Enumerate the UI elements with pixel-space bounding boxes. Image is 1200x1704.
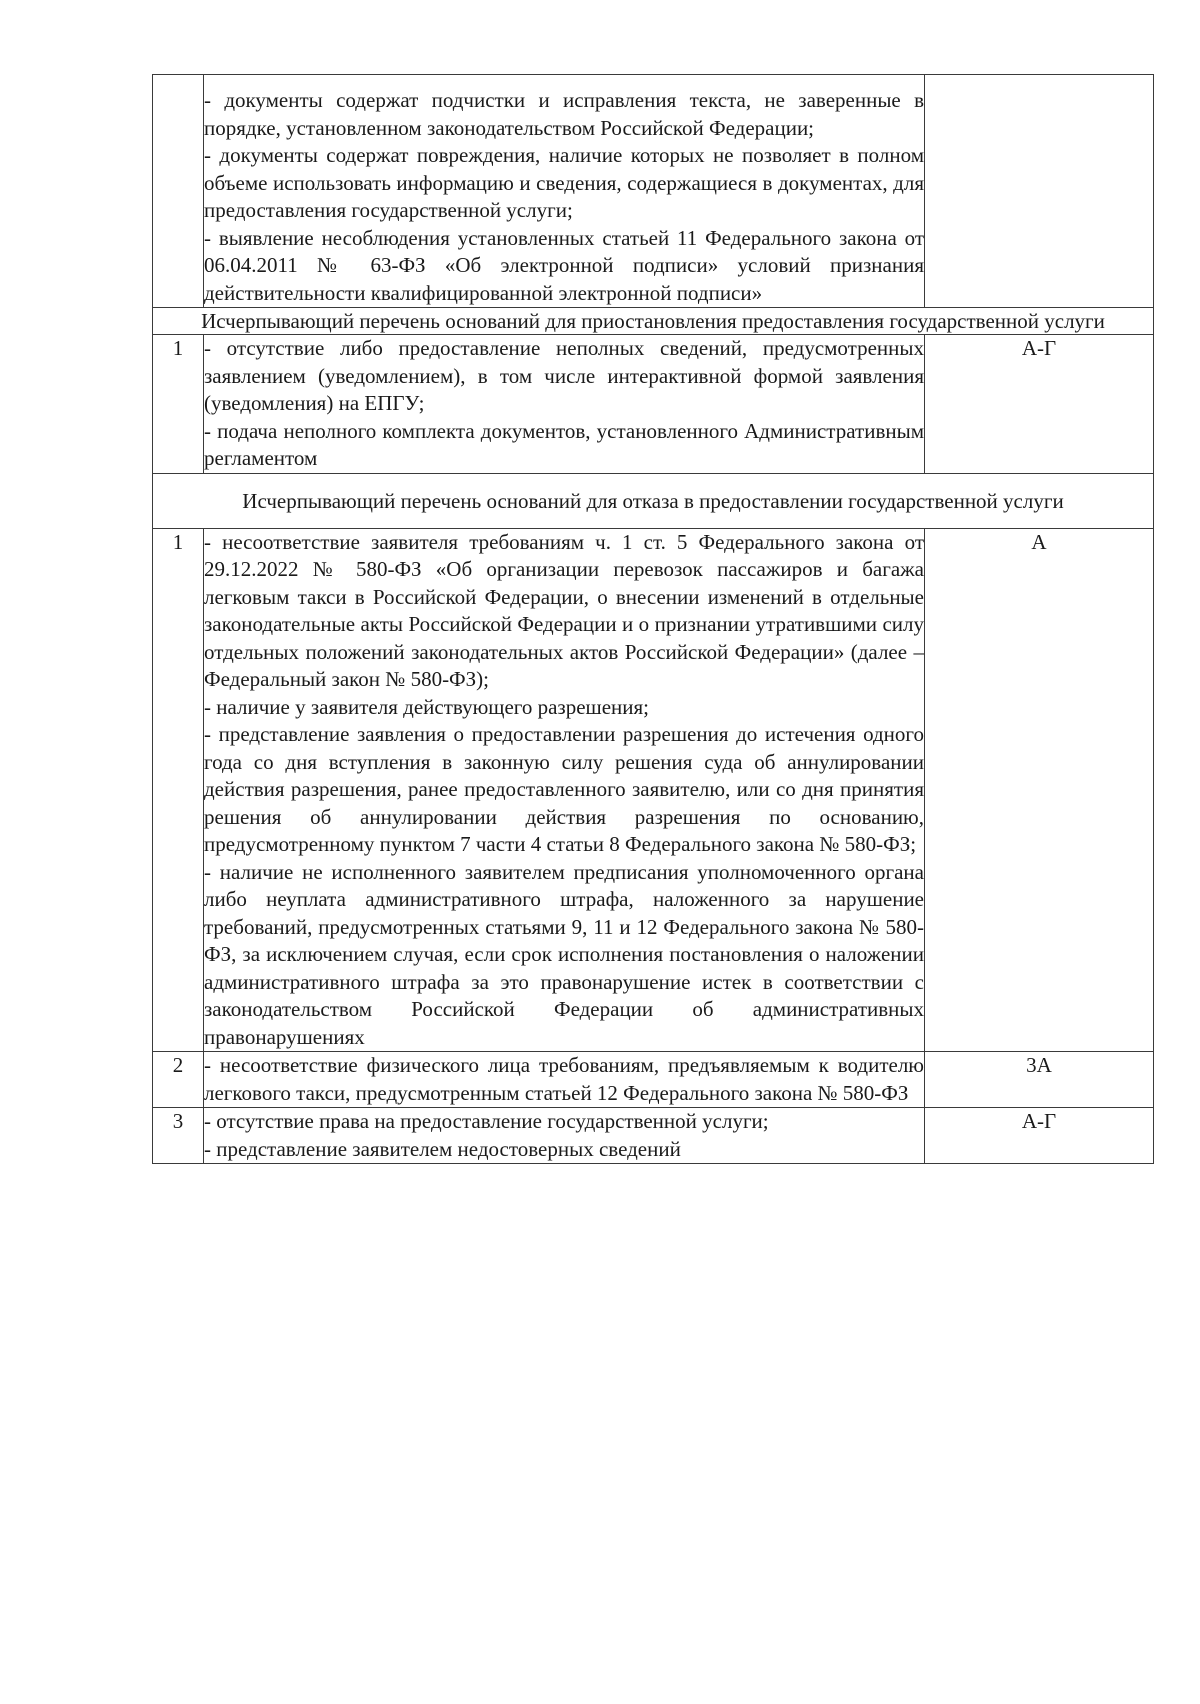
row-number: 2 bbox=[153, 1052, 204, 1108]
row-text-line: - подача неполного комплекта документов, установленного Административным регламентом bbox=[204, 418, 924, 470]
table-row bbox=[153, 1052, 1154, 1108]
table-row bbox=[153, 335, 1154, 474]
row-reference bbox=[925, 75, 1154, 308]
row-reference: 3А bbox=[925, 1052, 1154, 1108]
section-header-row bbox=[153, 308, 1154, 335]
row-text-line: - документы содержат подчистки и исправления текста, не заверенные в порядке, установленном законодательством Российской Федерации; bbox=[204, 88, 924, 140]
row-text-line: - отсутствие либо предоставление неполных сведений, предусмотренных заявлением (уведомлением), в том числе интерактивной формой заявления (уведомления) на ЕПГУ; bbox=[204, 336, 924, 415]
row-text-line: - наличие не исполненного заявителем предписания уполномоченного органа либо неуплата административного штрафа, наложенного за нарушение требований, предусмотренных статьями 9, 11 и 12 Федерального закона № 580-ФЗ, за исключением случая, если срок исполнения постановления о наложении административного штрафа за это правонарушение истек в соответствии с законодательством Российской Федерации об административных правонарушениях bbox=[204, 859, 924, 1049]
row-text bbox=[204, 75, 925, 308]
row-text-line: - отсутствие права на предоставление государственной услуги; bbox=[204, 1109, 769, 1133]
table-row bbox=[153, 1108, 1154, 1164]
grounds-table bbox=[152, 74, 1154, 1164]
row-reference: А bbox=[925, 528, 1154, 1052]
row-text-line: - представление заявителем недостоверных сведений bbox=[204, 1136, 681, 1161]
row-reference: А-Г bbox=[925, 335, 1154, 474]
section-title-refusal: Исчерпывающий перечень оснований для отказа в предоставлении государственной услуги bbox=[153, 473, 1154, 528]
table-row bbox=[153, 75, 1154, 308]
row-reference: А-Г bbox=[925, 1108, 1154, 1164]
row-text-line: - несоответствие физического лица требованиям, предъявляемым к водителю легкового такси, предусмотренным статьей 12 Федерального закона № 580-ФЗ bbox=[204, 1053, 924, 1105]
row-text-line: - несоответствие заявителя требованиям ч. 1 ст. 5 Федерального закона от 29.12.2022 № 580-ФЗ «Об организации перевозок пассажиров и багажа легковым такси в Российской Федерации, о внесении изменений в отдельные законодательные акты Российской Федерации и о признании утратившими силу отдельных положений законодательных актов Российской Федерации» (далее – Федеральный закон № 580-ФЗ); bbox=[204, 529, 924, 691]
row-number: 3 bbox=[153, 1108, 204, 1164]
table-row bbox=[153, 528, 1154, 1052]
row-text-line: - выявление несоблюдения установленных статьей 11 Федерального закона от 06.04.2011 № 63-ФЗ «Об электронной подписи» условий признания действительности квалифицированной электронной подписи» bbox=[204, 225, 924, 305]
row-number: 1 bbox=[153, 528, 204, 1052]
row-number bbox=[153, 75, 204, 308]
row-text-line: - наличие у заявителя действующего разрешения; bbox=[204, 694, 649, 719]
row-text bbox=[204, 528, 925, 1052]
row-text-line: - документы содержат повреждения, наличие которых не позволяет в полном объеме использовать информацию и сведения, содержащиеся в документах, для предоставления государственной услуги; bbox=[204, 143, 924, 222]
row-text bbox=[204, 335, 925, 474]
row-text bbox=[204, 1052, 925, 1108]
section-title-suspension: Исчерпывающий перечень оснований для приостановления предоставления государственной услуги bbox=[153, 308, 1154, 335]
row-number: 1 bbox=[153, 335, 204, 474]
row-text-line: - представление заявления о предоставлении разрешения до истечения одного года со дня вступления в законную силу решения суда об аннулировании действия разрешения, ранее предоставленного заявителю, или со дня принятия решения об аннулировании действия разрешения по основанию, предусмотренному пунктом 7 части 4 статьи 8 Федерального закона № 580-ФЗ; bbox=[204, 722, 924, 856]
section-header-row bbox=[153, 473, 1154, 528]
row-text bbox=[204, 1108, 925, 1164]
